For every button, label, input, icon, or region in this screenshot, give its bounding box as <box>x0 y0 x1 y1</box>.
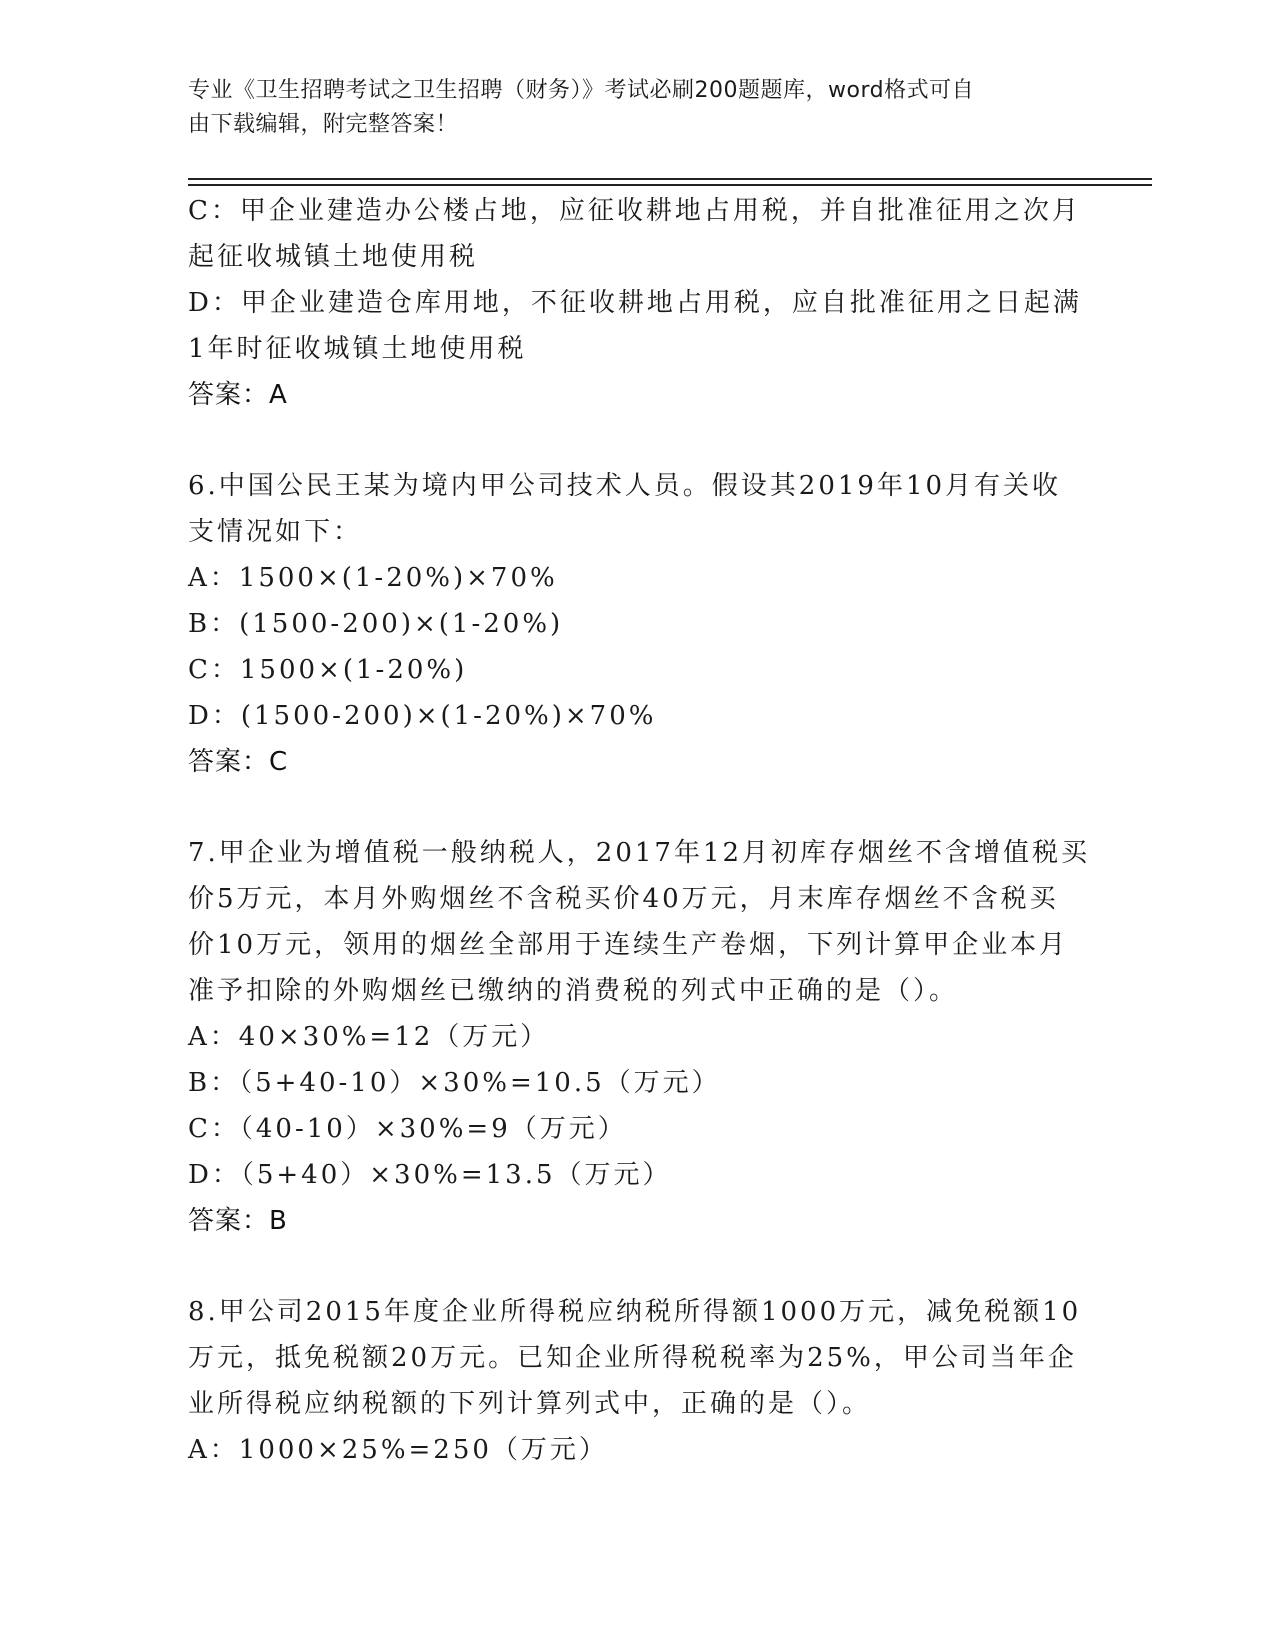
option-b: B：(1500-200)×(1-20%) <box>188 609 564 639</box>
question-stem-line-1: 7.甲企业为增值税一般纳税人，2017年12月初库存烟丝不含增值税买 <box>188 838 1091 868</box>
question-stem-line-1: 8.甲公司2015年度企业所得税应纳税所得额1000万元，减免税额10 <box>188 1297 1082 1327</box>
header-line-1: 专业《卫生招聘考试之卫生招聘（财务）》考试必刷200题题库，word格式可自 <box>188 78 975 103</box>
option-c: C：1500×(1-20%) <box>188 655 468 685</box>
question-8 <box>188 1289 1088 1473</box>
option-a: A：40×30%=12（万元） <box>188 1022 550 1052</box>
header-divider-top <box>188 178 1152 180</box>
header-line-2: 由下载编辑，附完整答案！ <box>188 112 459 137</box>
question-stem-line-1: 6.中国公民王某为境内甲公司技术人员。假设其2019年10月有关收 <box>188 471 1062 501</box>
question-stem-line-2: 价5万元，本月外购烟丝不含税买价40万元，月末库存烟丝不含税买 <box>188 884 1059 914</box>
option-c-line-2: 起征收城镇土地使用税 <box>188 242 479 272</box>
option-d-line-2: 1年时征收城镇土地使用税 <box>188 334 527 364</box>
option-a: A：1500×(1-20%)×70% <box>188 563 558 593</box>
question-7 <box>188 830 1091 1244</box>
header-divider-bottom <box>188 184 1152 186</box>
question-5-continued <box>188 188 1088 418</box>
option-a: A：1000×25%=250（万元） <box>188 1435 608 1465</box>
option-c: C：（40-10）×30%=9（万元） <box>188 1114 627 1144</box>
document-body <box>188 188 1091 1473</box>
question-stem-line-2: 万元，抵免税额20万元。已知企业所得税税率为25%，甲公司当年企 <box>188 1343 1077 1373</box>
option-b: B：（5+40-10）×30%=10.5（万元） <box>188 1068 721 1098</box>
answer-line: 答案：B <box>188 1206 288 1236</box>
question-stem-line-2: 支情况如下： <box>188 517 363 547</box>
option-d: D：(1500-200)×(1-20%)×70% <box>188 701 657 731</box>
question-stem-line-3: 业所得税应纳税额的下列计算列式中，正确的是（）。 <box>188 1389 872 1419</box>
answer-line: 答案：C <box>188 747 289 777</box>
option-d: D：（5+40）×30%=13.5（万元） <box>188 1160 672 1190</box>
option-d-line-1: D：甲企业建造仓库用地，不征收耕地占用税，应自批准征用之日起满 <box>188 288 1082 318</box>
option-c-line-1: C：甲企业建造办公楼占地，应征收耕地占用税，并自批准征用之次月 <box>188 196 1081 226</box>
question-stem-line-4: 准予扣除的外购烟丝已缴纳的消费税的列式中正确的是（）。 <box>188 976 959 1006</box>
answer-line: 答案：A <box>188 380 288 410</box>
document-header <box>188 74 1088 142</box>
question-stem-line-3: 价10万元，领用的烟丝全部用于连续生产卷烟，下列计算甲企业本月 <box>188 930 1069 960</box>
question-6 <box>188 463 1088 785</box>
